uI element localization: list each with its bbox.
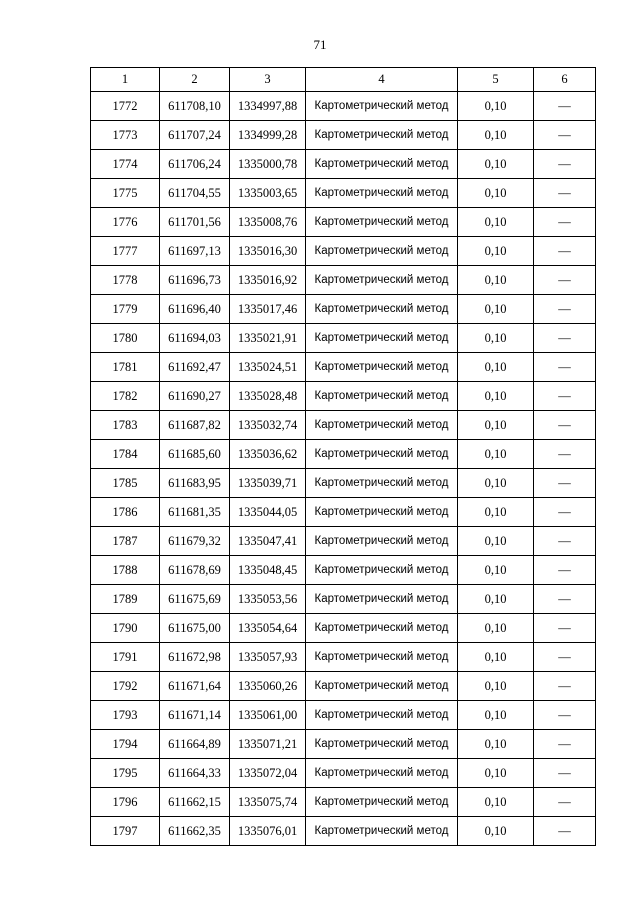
table-row [91, 469, 596, 498]
accuracy-cell: 0,10 [458, 237, 534, 266]
point-number-cell: 1794 [91, 730, 160, 759]
x-coordinate-cell: 611708,10 [160, 92, 230, 121]
description-cell: — [534, 585, 596, 614]
y-coordinate-cell: 1335071,21 [230, 730, 306, 759]
y-coordinate-cell: 1335032,74 [230, 411, 306, 440]
accuracy-cell: 0,10 [458, 759, 534, 788]
x-coordinate-cell: 611681,35 [160, 498, 230, 527]
y-coordinate-cell: 1335039,71 [230, 469, 306, 498]
point-number-cell: 1782 [91, 382, 160, 411]
accuracy-cell: 0,10 [458, 817, 534, 846]
table-row [91, 382, 596, 411]
description-cell: — [534, 788, 596, 817]
y-coordinate-cell: 1335061,00 [230, 701, 306, 730]
page-number: 71 [313, 37, 327, 52]
point-number-cell: 1780 [91, 324, 160, 353]
x-coordinate-cell: 611664,33 [160, 759, 230, 788]
description-cell: — [534, 672, 596, 701]
x-coordinate-cell: 611664,89 [160, 730, 230, 759]
x-coordinate-cell: 611706,24 [160, 150, 230, 179]
column-header: 6 [534, 68, 596, 92]
y-coordinate-cell: 1334997,88 [230, 92, 306, 121]
point-number-cell: 1788 [91, 556, 160, 585]
point-number-cell: 1776 [91, 208, 160, 237]
x-coordinate-cell: 611707,24 [160, 121, 230, 150]
column-header: 1 [91, 68, 160, 92]
table-row [91, 701, 596, 730]
method-cell: Картометрический метод [306, 266, 458, 295]
point-number-cell: 1789 [91, 585, 160, 614]
accuracy-cell: 0,10 [458, 614, 534, 643]
point-number-cell: 1777 [91, 237, 160, 266]
description-cell: — [534, 701, 596, 730]
point-number-cell: 1779 [91, 295, 160, 324]
accuracy-cell: 0,10 [458, 672, 534, 701]
table-row [91, 817, 596, 846]
x-coordinate-cell: 611683,95 [160, 469, 230, 498]
x-coordinate-cell: 611675,69 [160, 585, 230, 614]
table-row [91, 527, 596, 556]
description-cell: — [534, 556, 596, 585]
column-header: 4 [306, 68, 458, 92]
accuracy-cell: 0,10 [458, 179, 534, 208]
description-cell: — [534, 469, 596, 498]
y-coordinate-cell: 1335008,76 [230, 208, 306, 237]
table-row [91, 498, 596, 527]
table-row [91, 208, 596, 237]
accuracy-cell: 0,10 [458, 295, 534, 324]
method-cell: Картометрический метод [306, 150, 458, 179]
table-row [91, 411, 596, 440]
description-cell: — [534, 817, 596, 846]
accuracy-cell: 0,10 [458, 498, 534, 527]
accuracy-cell: 0,10 [458, 788, 534, 817]
description-cell: — [534, 179, 596, 208]
y-coordinate-cell: 1335060,26 [230, 672, 306, 701]
method-cell: Картометрический метод [306, 817, 458, 846]
header-row [91, 68, 596, 92]
x-coordinate-cell: 611704,55 [160, 179, 230, 208]
accuracy-cell: 0,10 [458, 382, 534, 411]
method-cell: Картометрический метод [306, 121, 458, 150]
method-cell: Картометрический метод [306, 614, 458, 643]
table-row [91, 759, 596, 788]
accuracy-cell: 0,10 [458, 527, 534, 556]
x-coordinate-cell: 611694,03 [160, 324, 230, 353]
method-cell: Картометрический метод [306, 353, 458, 382]
description-cell: — [534, 614, 596, 643]
accuracy-cell: 0,10 [458, 585, 534, 614]
point-number-cell: 1791 [91, 643, 160, 672]
x-coordinate-cell: 611696,73 [160, 266, 230, 295]
y-coordinate-cell: 1335024,51 [230, 353, 306, 382]
x-coordinate-cell: 611671,14 [160, 701, 230, 730]
point-number-cell: 1786 [91, 498, 160, 527]
point-number-cell: 1797 [91, 817, 160, 846]
point-number-cell: 1772 [91, 92, 160, 121]
accuracy-cell: 0,10 [458, 411, 534, 440]
point-number-cell: 1773 [91, 121, 160, 150]
table-body [91, 92, 596, 846]
y-coordinate-cell: 1335076,01 [230, 817, 306, 846]
method-cell: Картометрический метод [306, 382, 458, 411]
x-coordinate-cell: 611672,98 [160, 643, 230, 672]
y-coordinate-cell: 1335036,62 [230, 440, 306, 469]
x-coordinate-cell: 611662,15 [160, 788, 230, 817]
method-cell: Картометрический метод [306, 498, 458, 527]
description-cell: — [534, 411, 596, 440]
description-cell: — [534, 730, 596, 759]
column-header: 2 [160, 68, 230, 92]
description-cell: — [534, 121, 596, 150]
x-coordinate-cell: 611696,40 [160, 295, 230, 324]
description-cell: — [534, 440, 596, 469]
table-row [91, 92, 596, 121]
y-coordinate-cell: 1335057,93 [230, 643, 306, 672]
y-coordinate-cell: 1335047,41 [230, 527, 306, 556]
point-number-cell: 1778 [91, 266, 160, 295]
y-coordinate-cell: 1335003,65 [230, 179, 306, 208]
accuracy-cell: 0,10 [458, 730, 534, 759]
description-cell: — [534, 237, 596, 266]
x-coordinate-cell: 611662,35 [160, 817, 230, 846]
x-coordinate-cell: 611675,00 [160, 614, 230, 643]
method-cell: Картометрический метод [306, 759, 458, 788]
table-row [91, 730, 596, 759]
point-number-cell: 1785 [91, 469, 160, 498]
table-row [91, 121, 596, 150]
table-row [91, 353, 596, 382]
y-coordinate-cell: 1334999,28 [230, 121, 306, 150]
table-row [91, 585, 596, 614]
accuracy-cell: 0,10 [458, 556, 534, 585]
method-cell: Картометрический метод [306, 556, 458, 585]
method-cell: Картометрический метод [306, 179, 458, 208]
point-number-cell: 1796 [91, 788, 160, 817]
method-cell: Картометрический метод [306, 643, 458, 672]
y-coordinate-cell: 1335021,91 [230, 324, 306, 353]
y-coordinate-cell: 1335000,78 [230, 150, 306, 179]
table-row [91, 324, 596, 353]
table-row [91, 179, 596, 208]
point-number-cell: 1784 [91, 440, 160, 469]
method-cell: Картометрический метод [306, 237, 458, 266]
accuracy-cell: 0,10 [458, 440, 534, 469]
table-row [91, 643, 596, 672]
table-row [91, 556, 596, 585]
method-cell: Картометрический метод [306, 730, 458, 759]
point-number-cell: 1787 [91, 527, 160, 556]
table-row [91, 295, 596, 324]
table-row [91, 614, 596, 643]
accuracy-cell: 0,10 [458, 208, 534, 237]
point-number-cell: 1792 [91, 672, 160, 701]
description-cell: — [534, 150, 596, 179]
accuracy-cell: 0,10 [458, 643, 534, 672]
y-coordinate-cell: 1335054,64 [230, 614, 306, 643]
method-cell: Картометрический метод [306, 440, 458, 469]
y-coordinate-cell: 1335053,56 [230, 585, 306, 614]
y-coordinate-cell: 1335072,04 [230, 759, 306, 788]
description-cell: — [534, 295, 596, 324]
x-coordinate-cell: 611692,47 [160, 353, 230, 382]
description-cell: — [534, 382, 596, 411]
x-coordinate-cell: 611690,27 [160, 382, 230, 411]
point-number-cell: 1790 [91, 614, 160, 643]
column-header: 5 [458, 68, 534, 92]
method-cell: Картометрический метод [306, 527, 458, 556]
x-coordinate-cell: 611679,32 [160, 527, 230, 556]
accuracy-cell: 0,10 [458, 324, 534, 353]
description-cell: — [534, 643, 596, 672]
table-row [91, 150, 596, 179]
y-coordinate-cell: 1335016,92 [230, 266, 306, 295]
method-cell: Картометрический метод [306, 324, 458, 353]
table-row [91, 672, 596, 701]
y-coordinate-cell: 1335048,45 [230, 556, 306, 585]
table-row [91, 440, 596, 469]
x-coordinate-cell: 611697,13 [160, 237, 230, 266]
description-cell: — [534, 498, 596, 527]
y-coordinate-cell: 1335017,46 [230, 295, 306, 324]
description-cell: — [534, 266, 596, 295]
method-cell: Картометрический метод [306, 585, 458, 614]
point-number-cell: 1774 [91, 150, 160, 179]
x-coordinate-cell: 611685,60 [160, 440, 230, 469]
y-coordinate-cell: 1335044,05 [230, 498, 306, 527]
point-number-cell: 1783 [91, 411, 160, 440]
description-cell: — [534, 527, 596, 556]
point-number-cell: 1793 [91, 701, 160, 730]
x-coordinate-cell: 611687,82 [160, 411, 230, 440]
method-cell: Картометрический метод [306, 295, 458, 324]
accuracy-cell: 0,10 [458, 92, 534, 121]
y-coordinate-cell: 1335028,48 [230, 382, 306, 411]
description-cell: — [534, 324, 596, 353]
method-cell: Картометрический метод [306, 208, 458, 237]
method-cell: Картометрический метод [306, 672, 458, 701]
x-coordinate-cell: 611671,64 [160, 672, 230, 701]
x-coordinate-cell: 611701,56 [160, 208, 230, 237]
accuracy-cell: 0,10 [458, 121, 534, 150]
method-cell: Картометрический метод [306, 788, 458, 817]
description-cell: — [534, 353, 596, 382]
point-number-cell: 1781 [91, 353, 160, 382]
table-row [91, 266, 596, 295]
method-cell: Картометрический метод [306, 469, 458, 498]
point-number-cell: 1795 [91, 759, 160, 788]
method-cell: Картометрический метод [306, 411, 458, 440]
accuracy-cell: 0,10 [458, 469, 534, 498]
y-coordinate-cell: 1335075,74 [230, 788, 306, 817]
table-row [91, 237, 596, 266]
y-coordinate-cell: 1335016,30 [230, 237, 306, 266]
accuracy-cell: 0,10 [458, 266, 534, 295]
table-row [91, 788, 596, 817]
column-header: 3 [230, 68, 306, 92]
description-cell: — [534, 92, 596, 121]
accuracy-cell: 0,10 [458, 353, 534, 382]
point-number-cell: 1775 [91, 179, 160, 208]
accuracy-cell: 0,10 [458, 701, 534, 730]
method-cell: Картометрический метод [306, 701, 458, 730]
accuracy-cell: 0,10 [458, 150, 534, 179]
coordinates-table [90, 67, 596, 846]
method-cell: Картометрический метод [306, 92, 458, 121]
description-cell: — [534, 759, 596, 788]
description-cell: — [534, 208, 596, 237]
x-coordinate-cell: 611678,69 [160, 556, 230, 585]
